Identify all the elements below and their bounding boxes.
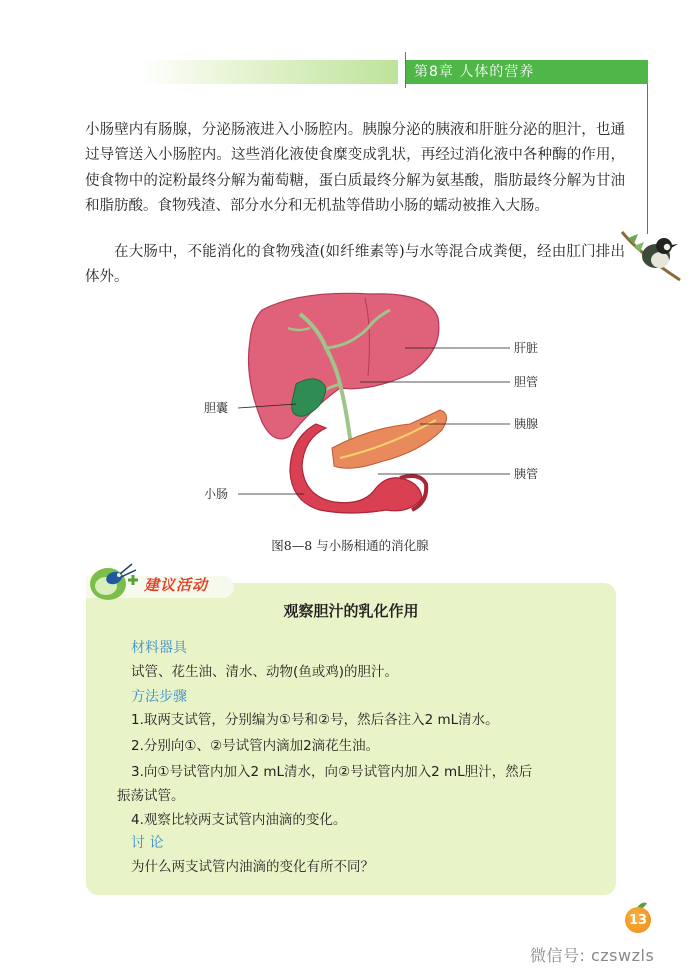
label-pancreatic-duct: 胰管 bbox=[514, 467, 539, 481]
step-3-continued: 振荡试管。 bbox=[117, 788, 185, 804]
page-number: 13 bbox=[625, 907, 651, 933]
step-3: 3.向①号试管内加入2 mL清水，向②号试管内加入2 mL胆汁，然后 bbox=[131, 764, 533, 780]
digestive-glands-illustration bbox=[200, 288, 560, 518]
header-gradient-bar bbox=[140, 60, 398, 84]
paragraph-small-intestine: 小肠壁内有肠腺，分泌肠液进入小肠腔内。胰腺分泌的胰液和肝脏分泌的胆汁，也通过导管送入小肠腔内。这些消化液使食糜变成乳状，再经过消化液中各种酶的作用，使食物中的淀粉最终分解为葡萄糖，蛋白质最终分解为氨基酸，脂肪最终分解为甘油和脂肪酸。食物残渣、部分水分和无机盐等借助小肠的蠕动被推入大肠。 bbox=[85, 122, 625, 215]
chapter-title: 第8章 人体的营养 bbox=[406, 60, 648, 84]
bird-illustration bbox=[620, 224, 682, 284]
label-pancreas: 胰腺 bbox=[514, 417, 539, 431]
step-4: 4.观察比较两支试管内油滴的变化。 bbox=[131, 812, 347, 828]
activity-tag-label: 建议活动 bbox=[144, 576, 209, 594]
margin-rule bbox=[647, 84, 648, 234]
activity-title: 观察胆汁的乳化作用 bbox=[283, 602, 419, 620]
step-1: 1.取两支试管，分别编为①号和②号，然后各注入2 mL清水。 bbox=[131, 712, 499, 728]
paragraph-large-intestine: 在大肠中，不能消化的食物残渣(如纤维素等)与水等混合成粪便，经由肛门排出体外。 bbox=[85, 244, 625, 286]
step-2: 2.分别向①、②号试管内滴加2滴花生油。 bbox=[131, 738, 380, 754]
label-bile-duct: 胆管 bbox=[514, 375, 539, 389]
method-heading: 方法步骤 bbox=[131, 689, 187, 705]
discussion-heading: 讨 论 bbox=[131, 835, 164, 851]
discussion-question: 为什么两支试管内油滴的变化有所不同？ bbox=[131, 859, 374, 875]
materials-text: 试管、花生油、清水、动物(鱼或鸡)的胆汁。 bbox=[131, 664, 399, 680]
figure-caption: 图8—8 与小肠相通的消化腺 bbox=[271, 538, 429, 553]
wechat-watermark: 微信号: czswzls bbox=[530, 946, 655, 965]
activity-tag-icon bbox=[84, 560, 140, 604]
digestive-glands-figure bbox=[200, 288, 560, 518]
label-liver: 肝脏 bbox=[514, 341, 539, 355]
label-gallbladder: 胆囊 bbox=[204, 401, 229, 415]
materials-heading: 材料器具 bbox=[131, 640, 187, 656]
label-small-intestine: 小肠 bbox=[204, 487, 229, 501]
